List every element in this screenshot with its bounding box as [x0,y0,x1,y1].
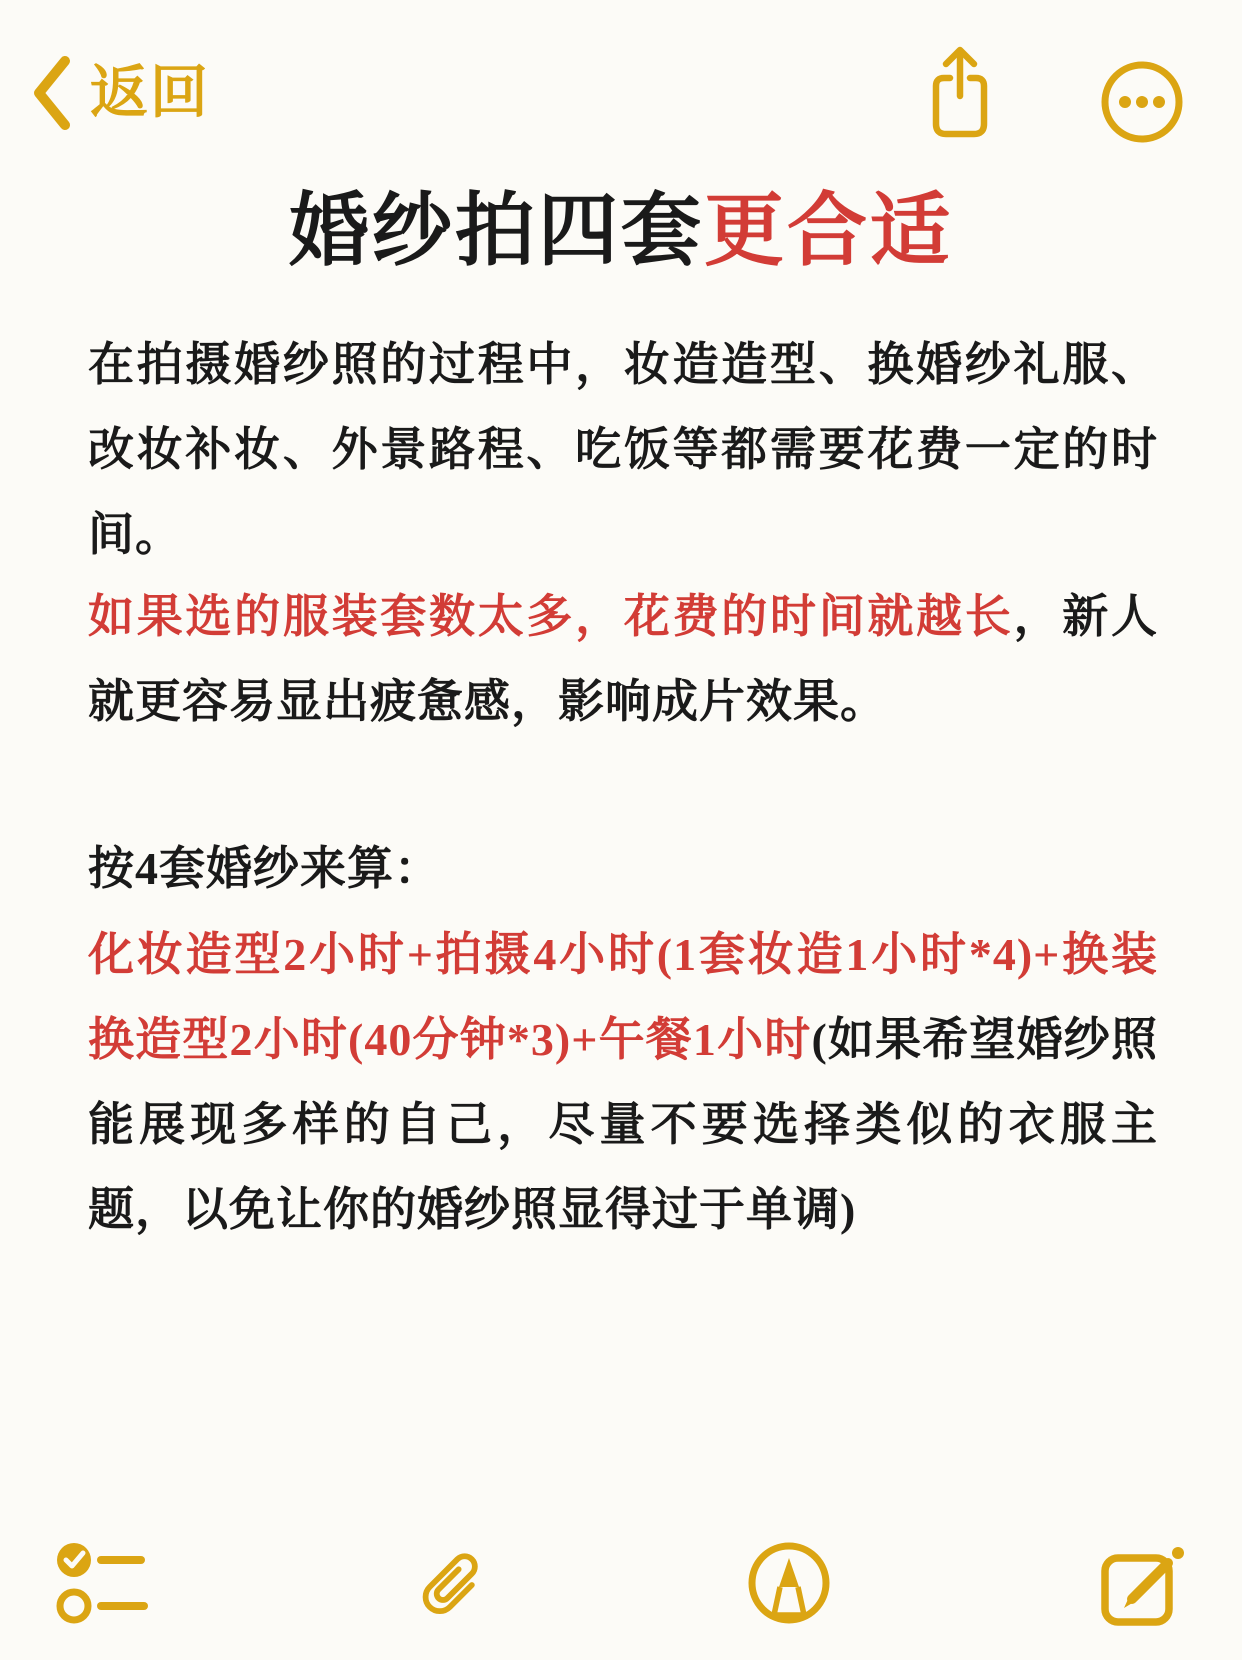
calc-heading-text: 按4套婚纱来算： [88,843,441,894]
paragraph-warning [88,574,1158,744]
paperclip-icon [413,1538,493,1632]
note-title [0,184,1242,280]
intro-text: 在拍摄婚纱照的过程中，妆造造型、换婚纱礼服、改妆补妆、外景路程、吃饭等都需要花费一定的时间。 [88,339,1158,560]
paragraph-intro [88,322,1158,577]
ellipsis-circle-icon [1100,60,1184,144]
calc-red-text: 化妆造型2小时+拍摄4小时(1套妆造1小时*4)+换装换造型2小时(40分钟*3)+午餐1小时 [88,929,1158,1065]
warning-red-text: 如果选的服装套数太多，花费的时间就越长 [88,591,1014,642]
compose-icon [1098,1536,1190,1628]
warning-black-text: ，新人就更容易显出疲惫感，影响成片效果。 [88,591,1159,727]
checklist-button[interactable] [56,1542,148,1626]
share-icon [926,44,994,140]
paragraph-calc-heading [88,826,1158,911]
more-button[interactable] [1100,60,1184,144]
pen-circle-icon [748,1542,830,1624]
title-black-run: 婚纱拍四套 [289,188,704,276]
calc-note-text: (如果希望婚纱照能展现多样的自己，尽量不要选择类似的衣服主题，以免让你的婚纱照显得过于单调) [88,1014,1158,1235]
paragraph-calculation [88,912,1158,1252]
share-button[interactable] [926,44,994,140]
checklist-icon [56,1542,148,1626]
chevron-left-icon [30,54,72,132]
compose-button[interactable] [1098,1536,1190,1628]
markup-button[interactable] [748,1542,830,1624]
attachment-button[interactable] [413,1538,493,1632]
back-button[interactable] [30,54,210,132]
bottom-toolbar [0,1520,1242,1660]
title-red-run: 更合适 [704,188,953,276]
nav-bar [0,0,1242,160]
back-button-label: 返回 [90,60,211,125]
